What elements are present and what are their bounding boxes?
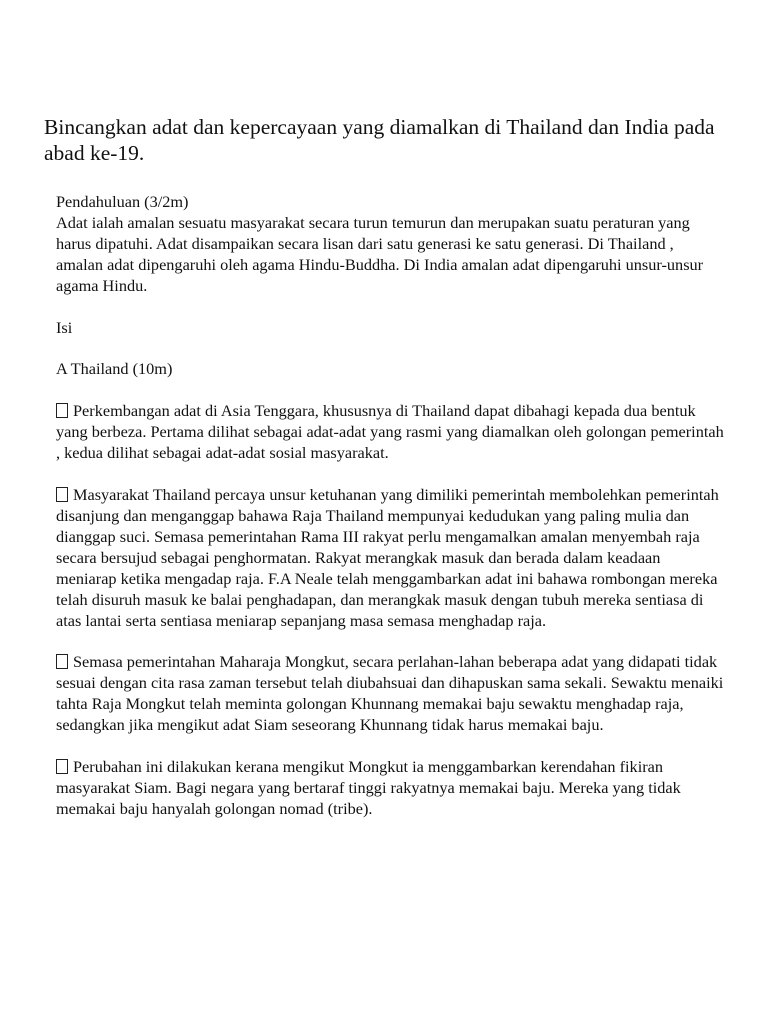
document-title: Bincangkan adat dan kepercayaan yang diamalkan di Thailand dan India pada abad ke-19.	[44, 115, 715, 165]
missing-glyph-icon	[56, 654, 68, 669]
bullet-paragraph	[56, 652, 724, 736]
bullet-paragraph-text: Semasa pemerintahan Maharaja Mongkut, secara perlahan-lahan beberapa adat yang didapati tidak sesuai dengan cita rasa zaman tersebut telah diubahsuai dan dihapuskan sama sekali. Sewaktu menaiki tahta Raja Mongkut telah meminta golongan Khunnang memakai baju sewaktu menghadap raja, sedangkan jika mengikut adat Siam seseorang Khunnang tidak harus memakai baju.	[56, 652, 724, 735]
bullet-paragraph-text: Perkembangan adat di Asia Tenggara, khususnya di Thailand dapat dibahagi kepada dua bentuk yang berbeza. Pertama dilihat sebagai adat-adat yang rasmi yang diamalkan oleh golongan pemerintah , kedua dilihat sebagai adat-adat sosial masyarakat.	[56, 401, 724, 463]
document-body	[56, 192, 724, 820]
missing-glyph-icon	[56, 487, 68, 502]
section-heading: A Thailand (10m)	[56, 359, 173, 379]
body-heading: Isi	[56, 317, 73, 337]
missing-glyph-icon	[56, 403, 68, 418]
intro-heading: Pendahuluan (3/2m)	[56, 192, 189, 211]
bullet-paragraph-text: Perubahan ini dilakukan kerana mengikut Mongkut ia menggambarkan kerendahan fikiran masyarakat Siam. Bagi negara yang bertaraf tinggi rakyatnya memakai baju. Mereka yang tidak memakai baju hanyalah golongan nomad (tribe).	[56, 757, 681, 818]
intro-paragraph: Adat ialah amalan sesuatu masyarakat secara turun temurun dan merupakan suatu peraturan yang harus dipatuhi. Adat disampaikan secara lisan dari satu generasi ke satu generasi. Di Thailand , amalan adat dipengaruhi oleh agama Hindu-Buddha. Di India amalan adat dipengaruhi unsur-unsur agama Hindu.	[56, 212, 704, 295]
bullet-paragraph	[56, 401, 724, 464]
bullet-paragraph	[56, 485, 724, 631]
missing-glyph-icon	[56, 759, 68, 774]
bullet-paragraph-text: Masyarakat Thailand percaya unsur ketuhanan yang dimiliki pemerintah membolehkan pemerintah disanjung dan menganggap bahawa Raja Thailand mempunyai kedudukan yang paling mulia dan dianggap suci. Semasa pemerintahan Rama III rakyat perlu mengamalkan amalan menyembah raja secara bersujud sebagai penghormatan. Rakyat merangkak masuk dan berada dalam keadaan meniarap ketika mengadap raja. F.A Neale telah menggambarkan adat ini bahawa rombongan mereka telah disuruh masuk ke balai penghadapan, dan merangkak masuk dengan tubuh mereka sentiasa di atas lantai serta sentiasa meniarap sepanjang masa semasa menghadap raja.	[56, 485, 719, 630]
bullet-paragraph	[56, 757, 724, 820]
